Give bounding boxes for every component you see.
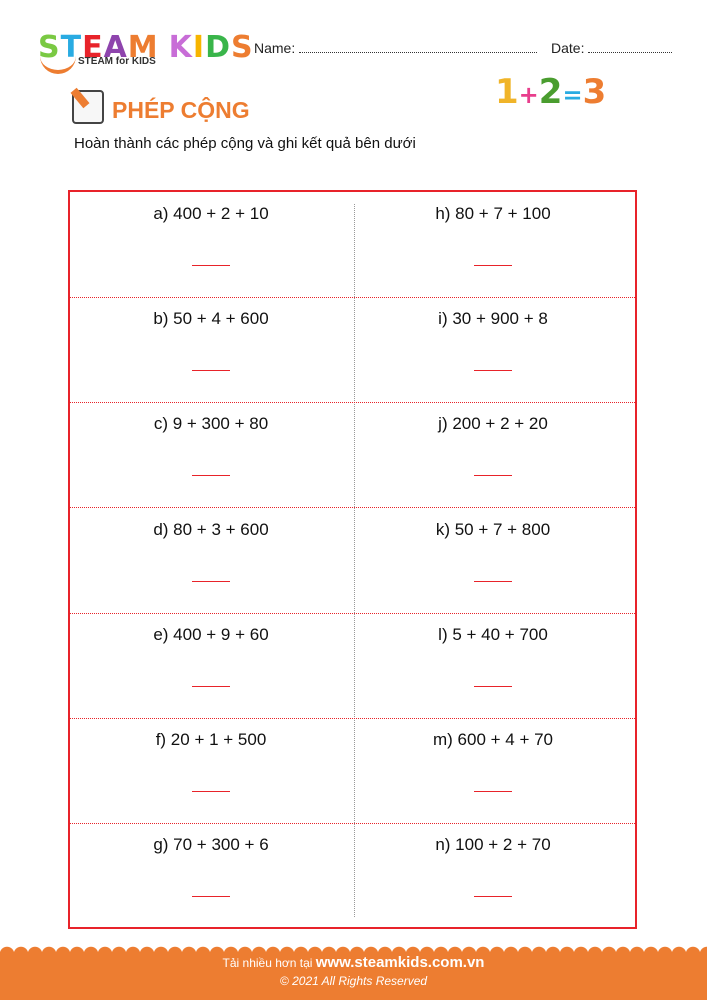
footer — [0, 952, 707, 1000]
logo-letter: S — [38, 30, 61, 65]
problem-cell — [352, 402, 634, 507]
problem-expression: k) 50 + 7 + 800 — [435, 519, 551, 539]
problem-cell — [70, 402, 352, 507]
logo-letter: T — [60, 30, 83, 65]
footer-prefix: Tải nhiều hơn tại — [222, 956, 313, 970]
logo-letter: K — [168, 30, 193, 65]
date-field[interactable] — [551, 40, 672, 56]
logo-letter: E — [82, 30, 104, 65]
problem-expression: c) 9 + 300 + 80 — [153, 414, 269, 434]
logo-letter: A — [103, 30, 128, 65]
instructions: Hoàn thành các phép cộng và ghi kết quả bên dưới — [74, 135, 416, 152]
problem-grid — [68, 190, 637, 929]
problem-cell — [352, 718, 634, 823]
name-label: Name: — [254, 40, 296, 56]
answer-blank[interactable] — [474, 581, 512, 582]
date-label: Date: — [551, 40, 585, 56]
answer-blank[interactable] — [474, 475, 512, 476]
problem-cell — [352, 192, 634, 297]
problem-cell — [70, 192, 352, 297]
logo-letter: S — [230, 30, 254, 65]
name-field[interactable] — [254, 40, 537, 56]
answer-blank[interactable] — [474, 370, 512, 371]
problem-expression: a) 400 + 2 + 10 — [153, 204, 269, 223]
answer-blank[interactable] — [474, 265, 512, 266]
logo-letter: M — [127, 30, 159, 65]
problem-row — [70, 718, 635, 824]
problem-cell — [70, 297, 352, 402]
problem-cell — [70, 613, 352, 718]
answer-blank[interactable] — [192, 475, 230, 476]
problem-row — [70, 823, 635, 928]
logo-swoosh — [40, 56, 76, 74]
problem-cell — [352, 613, 634, 718]
answer-blank[interactable] — [192, 581, 230, 582]
problem-cell — [352, 823, 634, 928]
problem-row — [70, 613, 635, 719]
problem-expression: f) 20 + 1 + 500 — [155, 730, 267, 749]
problem-cell — [70, 823, 352, 928]
problem-expression: h) 80 + 7 + 100 — [435, 204, 551, 223]
problem-expression: n) 100 + 2 + 70 — [435, 835, 551, 855]
answer-blank[interactable] — [474, 791, 512, 792]
problem-expression: j) 200 + 2 + 20 — [438, 414, 548, 434]
problem-expression: b) 50 + 4 + 600 — [153, 309, 269, 329]
problem-expression: l) 5 + 40 + 700 — [438, 624, 548, 644]
problem-expression: i) 30 + 900 + 8 — [438, 309, 548, 329]
copyright: © 2021 All Rights Reserved — [279, 974, 428, 988]
worksheet-title: PHÉP CỘNG — [112, 97, 250, 123]
problem-row — [70, 508, 635, 614]
answer-blank[interactable] — [192, 791, 230, 792]
pencil-paper-icon — [72, 90, 104, 124]
problem-row — [70, 192, 635, 298]
problem-expression: e) 400 + 9 + 60 — [153, 624, 269, 644]
problem-expression: g) 70 + 300 + 6 — [153, 835, 269, 855]
problem-expression: d) 80 + 3 + 600 — [153, 519, 269, 539]
numbers-illustration: 1+2=3 — [495, 72, 607, 112]
problem-row — [70, 402, 635, 508]
problem-cell — [70, 508, 352, 613]
answer-blank[interactable] — [192, 686, 230, 687]
logo-subtitle: STEAM for KIDS — [78, 56, 156, 67]
problem-expression: m) 600 + 4 + 70 — [432, 730, 554, 749]
answer-blank[interactable] — [192, 896, 230, 897]
problem-cell — [352, 508, 634, 613]
answer-blank[interactable] — [474, 896, 512, 897]
logo-letter: D — [205, 30, 231, 65]
problem-cell — [352, 297, 634, 402]
answer-blank[interactable] — [192, 265, 230, 266]
answer-blank[interactable] — [474, 686, 512, 687]
problem-cell — [70, 718, 352, 823]
problem-row — [70, 297, 635, 403]
answer-blank[interactable] — [192, 370, 230, 371]
footer-link[interactable]: www.steamkids.com.vn — [315, 954, 485, 971]
logo-letter: I — [192, 30, 206, 65]
